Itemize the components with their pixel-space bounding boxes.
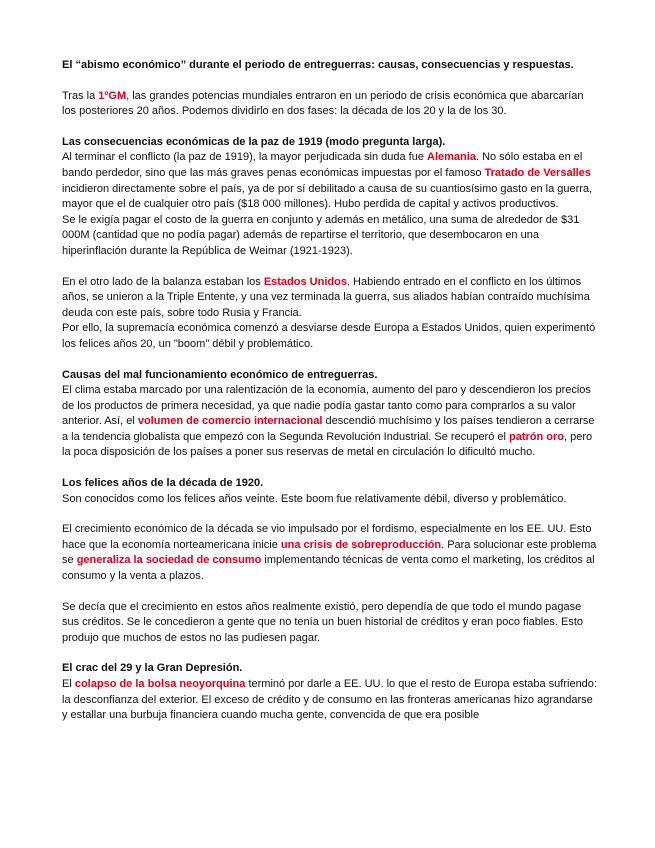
paragraph-fordismo: El crecimiento económico de la década se vio impulsado por el fordismo, especialmente en los EE. UU. Esto hace que la economía norteamericana inicie una crisis de sobreproducción. Para solucionar este problema se generaliza la sociedad de consumo implementando técnicas de venta como el marketing, los créditos al consumo y la venta a plazos. [62,523,597,583]
paragraph-alemania: Al terminar el conflicto (la paz de 1919), la mayor perjudicada sin duda fue Alemania. No sólo estaba en el bando perdedor, sino que las más graves penas económicas impuestas por el famoso Tratado de Versalles incidieron directamente sobre el país, ya de por sí debilitado a causa de su cuantiosísimo gasto en la guerra, mayor que el de cualquier otro país ($18 000 millones). Hubo perdida de capital y activos productivos. [62,151,593,211]
section-heading-felices-anos: Los felices años de la década de 1920. [62,477,264,490]
section-heading-crac-29: El crac del 29 y la Gran Depresión. [62,662,243,675]
paragraph-felices-veinte: Son conocidos como los felices años veinte. Este boom fue relativamente débil, diverso y problemático. [62,492,567,505]
section-heading-causas: Causas del mal funcionamiento económico de entreguerras. [62,368,378,381]
highlight-colapso-bolsa: colapso de la bolsa neoyorquina [74,678,246,690]
document-title: El “abismo económico” durante el periodo de entreguerras: causas, consecuencias y respuestas. [62,59,574,71]
section-heading-consecuencias: Las consecuencias económicas de la paz de 1919 (modo pregunta larga). [62,135,446,148]
paragraph-clima: El clima estaba marcado por una ralentización de la economía, aumento del paro y descendieron los precios de los productos de primera necesidad, ya que nadie podía gastar tanto como para comprarlos a su valor anterior. Así, el volumen de comercio internacional descendió muchísimo y los países tendieron a cerrarse a la tendencia globalista que empezó con la Segunda Revolución Industrial. Se recuperó el patrón oro, pero la poca disposición de los países a poner sus reservas de metal en circulación lo dificultó mucho. [62,384,595,459]
paragraph-costo-guerra: Se le exigía pagar el costo de la guerra en conjunto y además en metálico, una suma de alrededor de $31 000M (cantidad que no podía pagar) además de repartirse el territorio, que desembocaron en una hiperinflación durante la República de Weimar (1921-1923). [62,213,580,257]
highlight-1gm: 1ºGM [98,89,127,102]
intro-paragraph: Tras la 1ºGM, las grandes potencias mundiales entraron en un periodo de crisis económica que abarcarían los posteriores 20 años. Podemos dividirlo en dos fases: la década de los 20 y la de los 30. [62,89,584,118]
highlight-sociedad-consumo: generaliza la sociedad de consumo [76,554,262,567]
highlight-patron-oro: patrón oro [509,430,565,443]
highlight-sobreproduccion: una crisis de sobreproducción [280,538,442,551]
paragraph-estados-unidos: En el otro lado de la balanza estaban los Estados Unidos. Habiendo entrado en el conflicto en los últimos años, se unieron a la Triple Entente, y una vez terminada la guerra, sus aliados habían contraído muchísima deuda con este país, sobre todo Rusia y Francia. [62,275,590,319]
highlight-estados-unidos: Estados Unidos [263,275,347,288]
document-page [62,58,598,724]
highlight-comercio-internacional: volumen de comercio internacional [137,415,323,428]
highlight-tratado-versalles: Tratado de Versalles [484,166,591,179]
highlight-alemania: Alemania [427,151,476,164]
paragraph-supremacia: Por ello, la supremacía económica comenzó a desviarse desde Europa a Estados Unidos, quien experimentó los felices años 20, un "boom" débil y problemático. [62,322,596,350]
paragraph-colapso-bolsa: El colapso de la bolsa neoyorquina terminó por darle a EE. UU. lo que el resto de Europa estaba sufriendo: la desconfianza del exterior. El exceso de crédito y de consumo en las fronteras americanas hizo agrandarse y estallar una burbuja financiera cuando mucha gente, convencida de que era posible [62,678,597,722]
paragraph-creditos: Se decía que el crecimiento en estos años realmente existió, pero dependía de que todo el mundo pagase sus créditos. Se le concedieron a gente que no tenía un buen historial de créditos y eran poco fiables. Esto produjo que muchos de estos no las pudiesen pagar. [62,600,583,644]
